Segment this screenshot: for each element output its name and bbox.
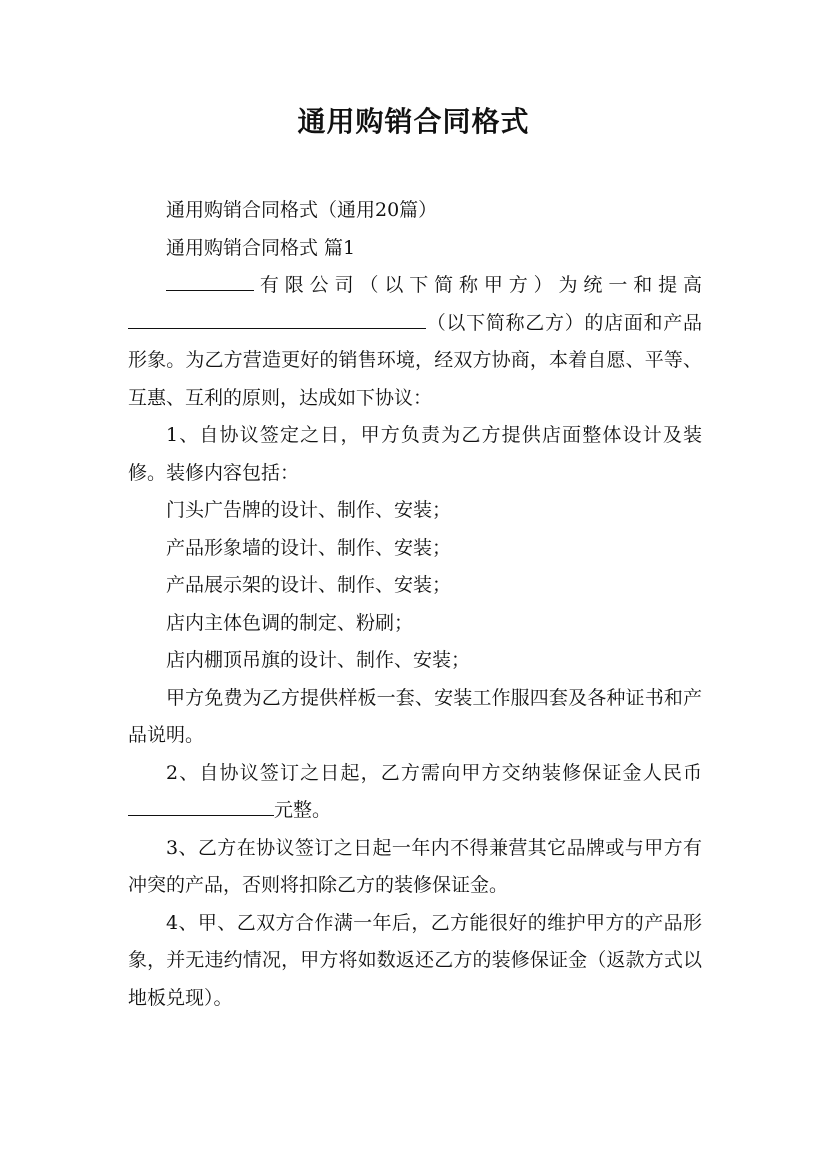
clause-4: 4、甲、乙双方合作满一年后，乙方能很好的维护甲方的产品形象，并无违约情况，甲方将如数返还乙方的装修保证金（返款方式以地板兑现）。 [128, 911, 702, 1009]
deposit-amount-blank [128, 795, 274, 816]
document-body [128, 192, 702, 1017]
list-item: 产品形象墙的设计、制作、安装； [166, 536, 452, 559]
document-title: 通用购销合同格式 [297, 105, 530, 138]
list-item: 店内主体色调的制定、粉刷； [166, 611, 414, 634]
clause-2-text-before: 2、自协议签订之日起，乙方需向甲方交纳装修保证金人民币 [166, 761, 702, 784]
clause-3: 3、乙方在协议签订之日起一年内不得兼营其它品牌或与甲方有冲突的产品，否则将扣除乙方的装修保证金。 [128, 836, 702, 896]
list-item: 门头广告牌的设计、制作、安装； [166, 499, 452, 521]
company-name-blank [166, 270, 254, 291]
clause-2-text-after: 元整。 [274, 799, 332, 821]
clause-1: 1、自协议签定之日，甲方负责为乙方提供店面整体设计及装修。装修内容包括： [128, 424, 702, 484]
clause-2 [128, 755, 702, 830]
list-item: 店内棚顶吊旗的设计、制作、安装； [166, 649, 471, 671]
free-items-paragraph: 甲方免费为乙方提供样板一套、安装工作服四套及各种证书和产品说明。 [128, 686, 702, 746]
party-b-name-blank [128, 308, 426, 329]
document-subtitle: 通用购销合同格式（通用20篇） [166, 199, 438, 221]
intro-text-2: （以下简称乙方）的店面和产品形象。为乙方营造更好的销售环境，经双方协商，本着自愿、平等、互惠、互利的原则，达成如下协议： [128, 311, 702, 409]
intro-text-1: 有限公司（以下简称甲方）为统一和提高 [254, 274, 702, 296]
list-item: 产品展示架的设计、制作、安装； [166, 574, 452, 596]
intro-paragraph [128, 267, 702, 417]
section-heading: 通用购销合同格式 篇1 [166, 236, 356, 259]
